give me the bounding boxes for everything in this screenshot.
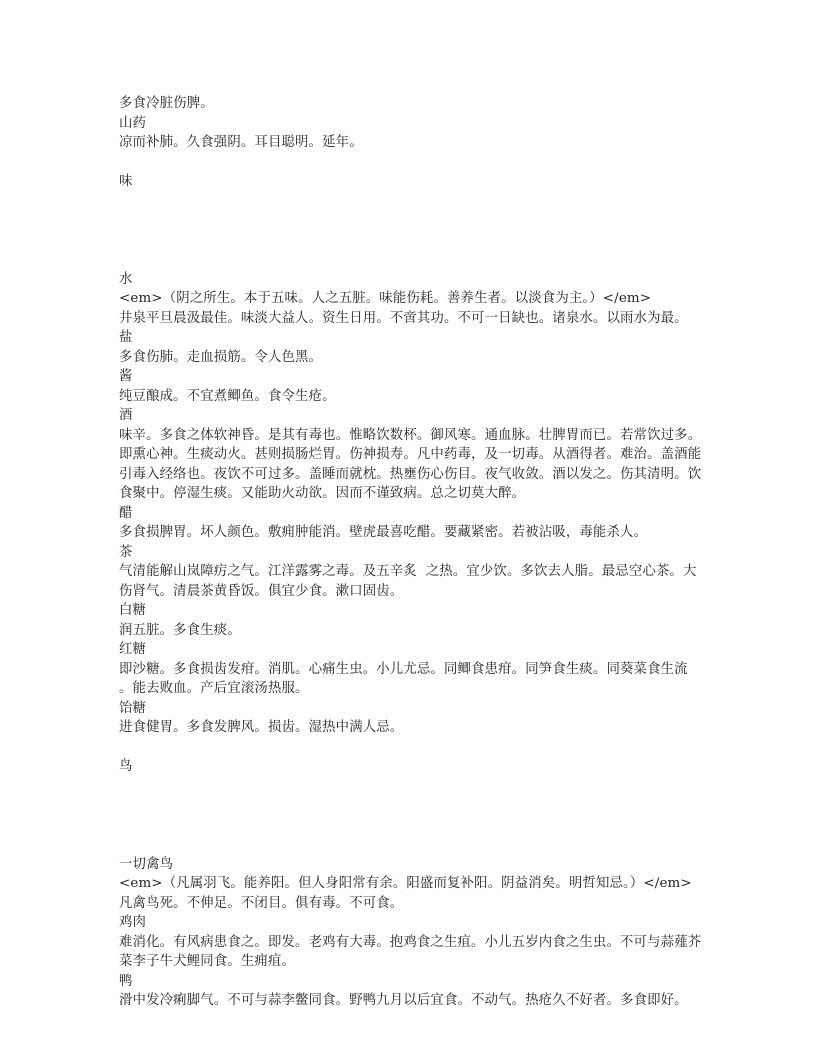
entry-heading-jirou: 鸡肉 xyxy=(119,915,147,930)
text-line: 多食冷脏伤脾。 xyxy=(119,96,214,111)
entry-heading-yitang: 饴糖 xyxy=(119,700,147,716)
paragraph-jirou: 难消化。有风病患食之。即发。老鸡有大毒。抱鸡食之生疽。小儿五岁内食之生虫。不可与蒜薤芥菜李子牛犬鲤同食。生痈疽。 xyxy=(119,934,702,969)
paragraph-cha: 气清能解山岚障疠之气。江洋露雾之毒。及五辛炙 之热。宜少饮。多饮去人脂。最忌空心茶。大伤肾气。清晨茶黄昏饭。俱宜少食。漱口固齿。 xyxy=(119,564,697,599)
section-heading-wei: 味 xyxy=(119,174,133,189)
entry-heading-cha: 茶 xyxy=(119,544,133,560)
section-note: <em>（阴之所生。本于五味。人之五脏。味能伤耗。善养生者。以淡食为主。）</em> xyxy=(119,291,652,306)
entry-heading-cu: 醋 xyxy=(119,505,133,521)
entry-heading-jiu: 酒 xyxy=(119,408,133,423)
text-line: 井泉平旦晨汲最佳。味淡大益人。资生日用。不啻其功。不可一日缺也。诸泉水。以雨水为最。 xyxy=(119,310,688,326)
entry-heading-jiang: 酱 xyxy=(119,369,133,384)
document-body xyxy=(119,94,704,1011)
text-line: 多食伤肺。走血损筋。令人色黑。 xyxy=(119,349,323,365)
entry-heading-qinniao: 一切禽鸟 xyxy=(119,856,174,872)
section-heading-niao: 鸟 xyxy=(119,759,133,774)
text-line: 润五脏。多食生痰。 xyxy=(119,622,241,638)
entry-heading-shui: 水 xyxy=(119,271,133,287)
paragraph-ya: 滑中发冷痢脚气。不可与蒜李鳖同食。野鸭九月以后宜食。不动气。热疮久不好者。多食即好。 xyxy=(119,993,688,1008)
text-line: 凡禽鸟死。不伸足。不闭目。俱有毒。不可食。 xyxy=(119,895,404,911)
text-line: 进食健胃。多食发脾风。损齿。湿热中满人忌。 xyxy=(119,720,404,735)
entry-heading-yan: 盐 xyxy=(119,330,133,345)
text-line: 凉而补肺。久食强阴。耳目聪明。延年。 xyxy=(119,135,363,150)
text-line: 多食损脾胃。坏人颜色。敷痈肿能消。壁虎最喜吃醋。要藏紧密。若被沾吸，毒能杀人。 xyxy=(119,525,648,540)
entry-heading-shanyao: 山药 xyxy=(119,115,147,131)
paragraph-jiu: 味辛。多食之体软神昏。是其有毒也。惟略饮数杯。御风寒。通血脉。壮脾胃而已。若常饮过多。即熏心神。生痰动火。甚则损肠烂胃。伤神损寿。凡中药毒，及一切毒。从酒得者。难治。盖酒能引毒入经络也。夜饮不可过多。盖睡而就枕。热壅伤心伤目。夜气收敛。酒以发之。伤其清明。饮食聚中。停湿生痰。又能助火动欲。因而不谨致病。总之切莫大醉。 xyxy=(119,427,702,501)
paragraph-hongtang: 即沙糖。多食损齿发疳。消肌。心痛生虫。小儿尤忌。同鲫食患疳。同笋食生痰。同葵菜食生流 。能去败血。产后宜滚汤热服。 xyxy=(119,661,697,696)
text-line: 纯豆酿成。不宜煮鲫鱼。食令生疮。 xyxy=(119,388,336,404)
entry-heading-baitang: 白糖 xyxy=(119,603,147,618)
section-note: <em>（凡属羽飞。能养阳。但人身阳常有余。阳盛而复补阳。阴益消矣。明哲知忌。）</em> xyxy=(119,876,692,891)
entry-heading-ya: 鸭 xyxy=(119,973,133,989)
entry-heading-hongtang: 红糖 xyxy=(119,642,147,657)
